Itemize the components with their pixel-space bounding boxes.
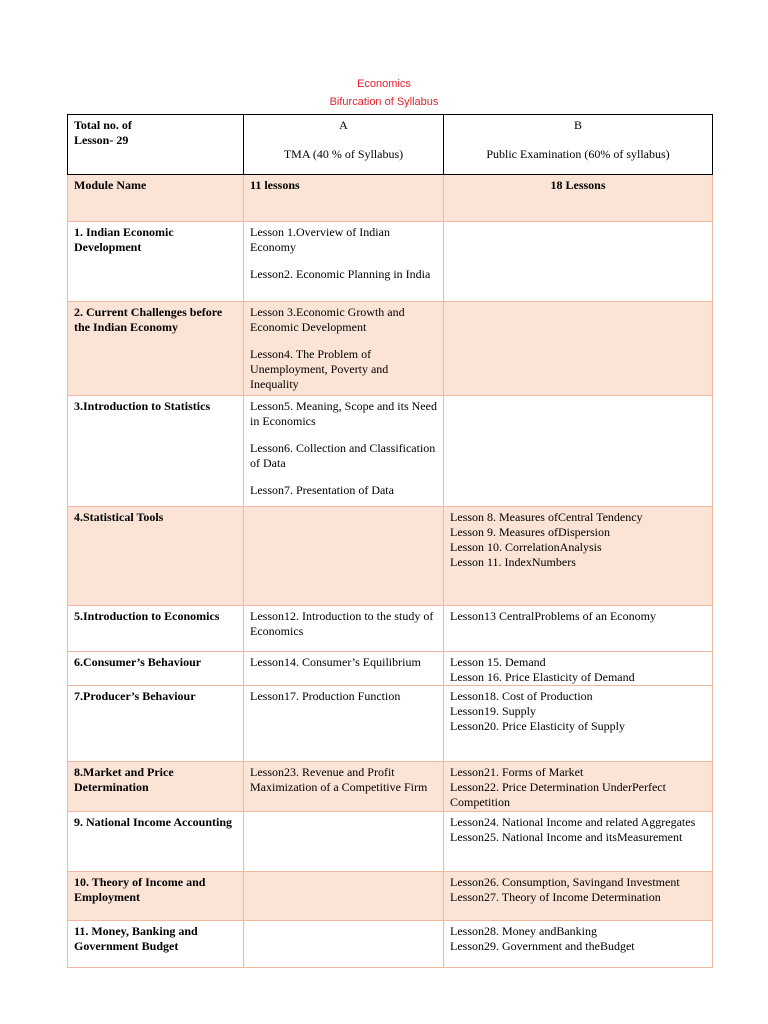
tma-lessons-cell [244,222,444,302]
lesson-item: Lesson12. Introduction to the study of Economics [250,609,434,638]
tma-lessons-cell [244,652,444,686]
module-row [68,762,713,812]
lesson-item: Lesson22. Price Determination UnderPerfect Competition [450,780,666,809]
module-row [68,812,713,872]
module-row [68,686,713,762]
module-name: 3.Introduction to Statistics [68,396,244,507]
exam-lessons-cell [444,762,713,812]
tma-lessons-cell [244,606,444,652]
lesson-item: Lesson23. Revenue and Profit Maximization of a Competitive Firm [250,765,428,794]
lesson-item: Lesson 16. Price Elasticity of Demand [450,670,635,684]
lesson-item: Lesson27. Theory of Income Determination [450,890,661,904]
module-row [68,222,713,302]
module-name: 5.Introduction to Economics [68,606,244,652]
lesson-item: Lesson18. Cost of Production [450,689,593,703]
module-row [68,872,713,921]
module-name: 10. Theory of Income and Employment [68,872,244,921]
exam-lessons-cell [444,872,713,921]
lesson-item: Lesson4. The Problem of Unemployment, Poverty and Inequality [250,347,389,391]
lesson-item: Lesson17. Production Function [250,689,401,703]
exam-lessons-cell [444,652,713,686]
lesson-item: Lesson 10. CorrelationAnalysis [450,540,602,554]
exam-lessons-cell [444,222,713,302]
lesson-item: Lesson 1.Overview of Indian Economy [250,225,390,254]
module-name: 1. Indian Economic Development [68,222,244,302]
module-row [68,606,713,652]
tma-lessons-cell [244,507,444,606]
lesson-item: Lesson 15. Demand [450,655,546,669]
lesson-item: Lesson24. National Income and related Aggregates [450,815,696,829]
module-row [68,652,713,686]
header-row [68,115,713,175]
module-name-label: Module Name [68,175,244,222]
exam-lessons-cell [444,812,713,872]
module-row [68,921,713,968]
lesson-item: Lesson7. Presentation of Data [250,483,394,497]
document-subtitle: Bifurcation of Syllabus [329,96,439,108]
tma-header-cell: A TMA (40 % of Syllabus) [244,115,444,175]
module-name: 11. Money, Banking and Government Budget [68,921,244,968]
tma-lesson-count: 11 lessons [244,175,444,222]
exam-lessons-cell [444,606,713,652]
exam-lessons-cell [444,396,713,507]
lesson-item: Lesson5. Meaning, Scope and its Need in Economics [250,399,437,428]
module-name: 6.Consumer’s Behaviour [68,652,244,686]
tma-lessons-cell [244,872,444,921]
lesson-item: Lesson 9. Measures ofDispersion [450,525,610,539]
tma-lessons-cell [244,762,444,812]
tma-lessons-cell [244,921,444,968]
total-lessons-cell: Total no. of Lesson- 29 [68,115,244,175]
exam-header-cell: B Public Examination (60% of syllabus) [444,115,713,175]
lesson-item: Lesson25. National Income and itsMeasurement [450,830,683,844]
lesson-item: Lesson29. Government and theBudget [450,939,635,953]
lesson-item: Lesson19. Supply [450,704,537,718]
exam-lessons-cell [444,302,713,396]
lesson-item: Lesson20. Price Elasticity of Supply [450,719,625,733]
module-row [68,507,713,606]
tma-lessons-cell [244,302,444,396]
exam-lessons-cell [444,507,713,606]
lesson-item: Lesson 8. Measures ofCentral Tendency [450,510,643,524]
lesson-item: Lesson21. Forms of Market [450,765,584,779]
lesson-item: Lesson2. Economic Planning in India [250,267,431,281]
lesson-item: Lesson6. Collection and Classification of Data [250,441,436,470]
module-row [68,396,713,507]
lesson-item: Lesson14. Consumer’s Equilibrium [250,655,421,669]
lesson-item: Lesson 3.Economic Growth and Economic Development [250,305,405,334]
lesson-item: Lesson26. Consumption, Savingand Investment [450,875,680,889]
document-title: Economics [357,78,411,90]
exam-lessons-cell [444,921,713,968]
module-name-row [68,175,713,222]
module-name: 8.Market and Price Determination [68,762,244,812]
exam-lessons-cell [444,686,713,762]
module-name: 2. Current Challenges before the Indian Economy [68,302,244,396]
exam-lesson-count: 18 Lessons [444,175,713,222]
module-row [68,302,713,396]
tma-lessons-cell [244,812,444,872]
tma-lessons-cell [244,686,444,762]
module-name: 9. National Income Accounting [68,812,244,872]
lesson-item: Lesson13 CentralProblems of an Economy [450,609,656,623]
tma-lessons-cell [244,396,444,507]
lesson-item: Lesson28. Money andBanking [450,924,597,938]
module-name: 4.Statistical Tools [68,507,244,606]
lesson-item: Lesson 11. IndexNumbers [450,555,576,569]
module-name: 7.Producer’s Behaviour [68,686,244,762]
syllabus-table [67,114,713,968]
